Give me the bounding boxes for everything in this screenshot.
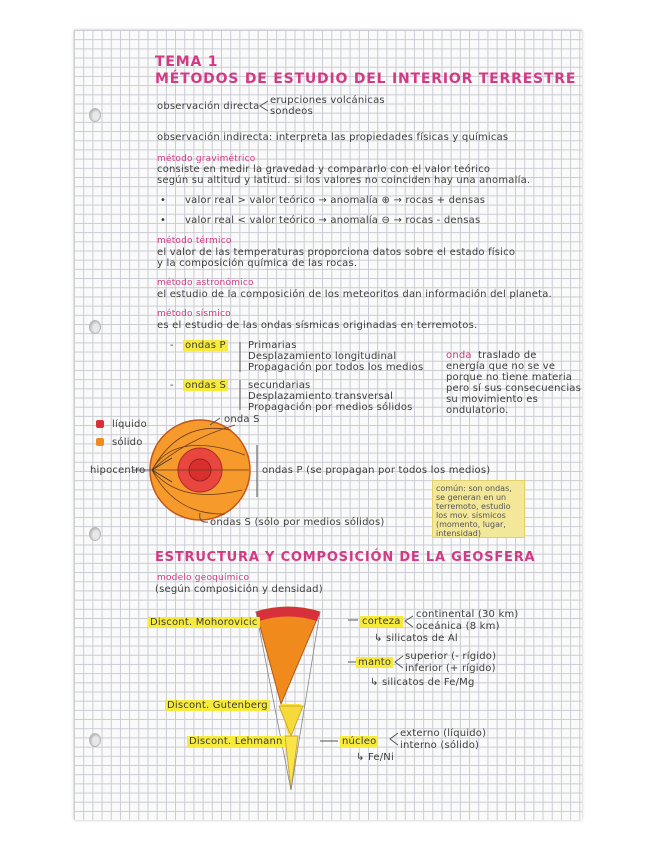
note-comun: común: son ondas, se generan en un terremoto, estudio los mov. sísmicos (momento, lugar, intensidad) (432, 480, 525, 538)
legend-solido: sólido (112, 437, 143, 448)
nucleo-comp: ↳ Fe/Ni (356, 752, 394, 763)
termico-line: el valor de las temperaturas proporciona datos sobre el estado físico (157, 247, 516, 258)
title-estructura: ESTRUCTURA Y COMPOSICIÓN DE LA GEOSFERA (155, 550, 536, 565)
ondas-s-item: secundarias (248, 380, 311, 391)
bullet-dot: • (160, 215, 167, 226)
corteza-item: continental (30 km) (416, 609, 519, 620)
gravimetrico-bullet: valor real > valor teórico → anomalía ⊕ → rocas + densas (185, 195, 486, 206)
corteza-comp-text: silicatos de Al (385, 633, 458, 644)
ondas-p-item: Desplazamiento longitudinal (248, 351, 397, 362)
gravimetrico-line: según su altitud y latitud. si los valores no coinciden hay una anomalía. (157, 175, 531, 186)
termico-line: y la composición química de las rocas. (157, 258, 358, 269)
arrow (320, 620, 358, 741)
ondas-p-item: Primarias (248, 340, 297, 351)
earth-seismic-diagram (150, 420, 250, 520)
astronomico-heading: método astronómico (157, 278, 254, 288)
dash: - (170, 340, 174, 351)
gravimetrico-line: consiste en medir la gravedad y compararlo con el valor teórico (157, 164, 491, 175)
discont-gutenberg: Discont. Gutenberg (167, 700, 268, 711)
onda-def-line: traslado de (478, 350, 537, 361)
astronomico-line: el estudio de la composición de los meteoritos dan información del planeta. (157, 289, 552, 300)
geosphere-cone-diagram (256, 607, 320, 790)
obs-directa-item: sondeos (270, 106, 313, 117)
manto-comp: ↳ silicatos de Fe/Mg (370, 677, 475, 688)
onda-def-line: su movimiento es (446, 394, 539, 405)
hipocentro-label: hipocentro (90, 465, 146, 476)
corteza-comp: ↳ silicatos de Al (374, 633, 458, 644)
gravimetrico-heading: método gravimétrico (157, 154, 256, 164)
obs-indirecta: observación indirecta: interpreta las propiedades físicas y químicas (157, 132, 509, 143)
manto-item: superior (- rígido) (405, 651, 497, 662)
legend-solido-swatch (96, 438, 104, 446)
corteza-label: corteza (362, 616, 401, 627)
nucleo-label: núcleo (342, 736, 377, 747)
onda-def-line: energía que no se ve (446, 361, 556, 372)
ondas-p-label: ondas P (185, 340, 226, 351)
obs-directa-label: observación directa (157, 101, 260, 112)
brace (260, 101, 268, 111)
discont-moho: Discont. Mohorovicic (150, 617, 258, 628)
legend-liquido-swatch (96, 420, 104, 428)
manto-item: inferior (+ rígido) (405, 663, 496, 674)
onda-def-line: pero sí sus consecuencias (446, 383, 582, 394)
dash: - (170, 380, 174, 391)
modelo-sub: (según composición y densidad) (155, 584, 323, 595)
nucleo-comp-text: Fe/Ni (367, 752, 394, 763)
manto-label: manto (358, 657, 392, 668)
onda-def-line: porque no tiene materia (446, 372, 573, 383)
ondas-s-item: Desplazamiento transversal (248, 391, 394, 402)
ondas-s-item: Propagación por medios sólidos (248, 402, 413, 413)
nucleo-item: externo (líquido) (400, 728, 487, 739)
gravimetrico-bullet: valor real < valor teórico → anomalía ⊖ → rocas - densas (185, 215, 481, 226)
nucleo-item: interno (sólido) (400, 740, 480, 751)
discont-lehmann: Discont. Lehmann (189, 736, 283, 747)
obs-directa-item: erupciones volcánicas (270, 95, 385, 106)
modelo-heading: modelo geoquímico (157, 573, 250, 583)
legend-liquido: líquido (112, 419, 147, 430)
sismico-line: es el estudio de las ondas sísmicas originadas en terremotos. (157, 320, 478, 331)
sismico-heading: método sísmico (157, 309, 231, 319)
onda-word: onda (446, 350, 472, 361)
ondas-s-label: ondas S (185, 380, 227, 391)
termico-heading: método térmico (157, 236, 232, 246)
tema-label: TEMA 1 (155, 54, 219, 70)
ondas-p-diagram-label: ondas P (se propagan por todos los medios) (262, 465, 491, 476)
onda-def-line: ondulatorio. (446, 405, 509, 416)
corteza-item: oceánica (8 km) (416, 621, 500, 632)
ondas-p-item: Propagación por todos los medios (248, 362, 424, 373)
title-metodos: MÉTODOS DE ESTUDIO DEL INTERIOR TERRESTRE (155, 71, 577, 87)
ondas-s-diagram-label: ondas S (sólo por medios sólidos) (210, 517, 385, 528)
manto-comp-text: silicatos de Fe/Mg (381, 677, 475, 688)
onda-s-top-label: onda S (224, 414, 260, 425)
bullet-dot: • (160, 195, 167, 206)
